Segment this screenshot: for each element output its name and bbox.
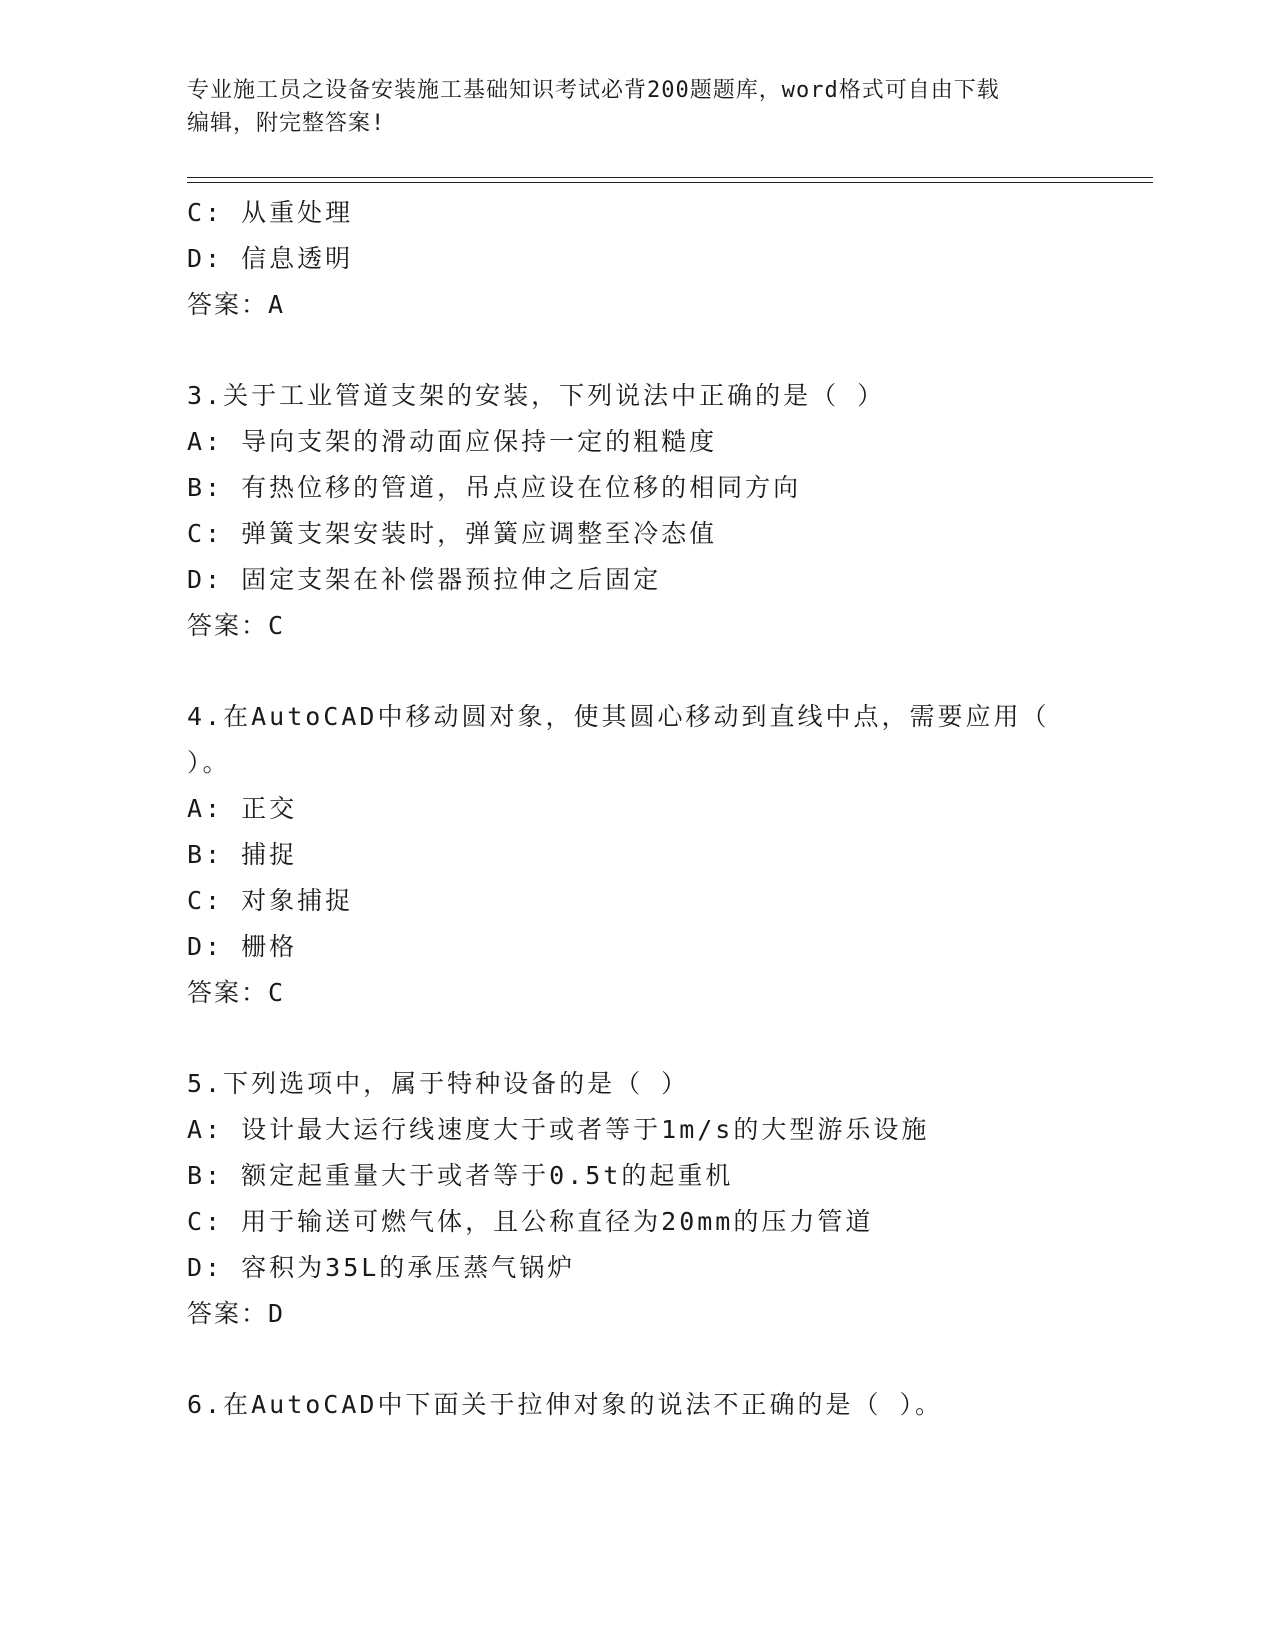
option-a: A: 正交: [187, 794, 298, 823]
question-stem: 4.在AutoCAD中移动圆对象，使其圆心移动到直线中点，需要应用（: [187, 702, 1050, 731]
question-4: [187, 694, 1117, 1016]
spacer: [187, 1337, 1117, 1382]
option-a: A: 导向支架的滑动面应保持一定的粗糙度: [187, 427, 718, 456]
option-b: B: 有热位移的管道，吊点应设在位移的相同方向: [187, 473, 802, 502]
spacer: [187, 1016, 1117, 1061]
option-c: C: 用于输送可燃气体，且公称直径为20mm的压力管道: [187, 1207, 874, 1236]
answer-line: 答案：C: [187, 611, 286, 640]
option-d: D: 固定支架在补偿器预拉伸之后固定: [187, 565, 662, 594]
spacer: [187, 649, 1117, 694]
option-d: D: 容积为35L的承压蒸气锅炉: [187, 1253, 576, 1282]
header-title-line-2: 编辑，附完整答案!: [187, 111, 386, 136]
answer-line: 答案：C: [187, 978, 286, 1007]
option-b: B: 额定起重量大于或者等于0.5t的起重机: [187, 1161, 734, 1190]
option-a: A: 设计最大运行线速度大于或者等于1m/s的大型游乐设施: [187, 1115, 930, 1144]
header-divider-top: [187, 177, 1153, 178]
option-c: C: 弹簧支架安装时，弹簧应调整至冷态值: [187, 519, 718, 548]
question-6: [187, 1382, 1117, 1428]
option-d: D: 信息透明: [187, 244, 354, 273]
question-3: [187, 373, 1117, 649]
question-stem-continuation: ）。: [187, 748, 231, 777]
option-c: C: 对象捕捉: [187, 886, 354, 915]
question-list: [187, 190, 1117, 1428]
option-c: C: 从重处理: [187, 198, 354, 227]
option-d: D: 栅格: [187, 932, 298, 961]
answer-line: 答案：D: [187, 1299, 286, 1328]
answer-line: 答案：A: [187, 290, 286, 319]
document-header: [187, 74, 1087, 140]
question-stem: 3.关于工业管道支架的安装，下列说法中正确的是（ ）: [187, 381, 886, 410]
header-title-line-1: 专业施工员之设备安装施工基础知识考试必背200题题库，word格式可自由下载: [187, 78, 1000, 103]
previous-question-tail: [187, 190, 1117, 328]
spacer: [187, 328, 1117, 373]
option-b: B: 捕捉: [187, 840, 298, 869]
question-stem: 5.下列选项中，属于特种设备的是（ ）: [187, 1069, 690, 1098]
question-5: [187, 1061, 1117, 1337]
question-stem: 6.在AutoCAD中下面关于拉伸对象的说法不正确的是（ ）。: [187, 1390, 944, 1419]
header-divider-bottom: [187, 182, 1153, 183]
